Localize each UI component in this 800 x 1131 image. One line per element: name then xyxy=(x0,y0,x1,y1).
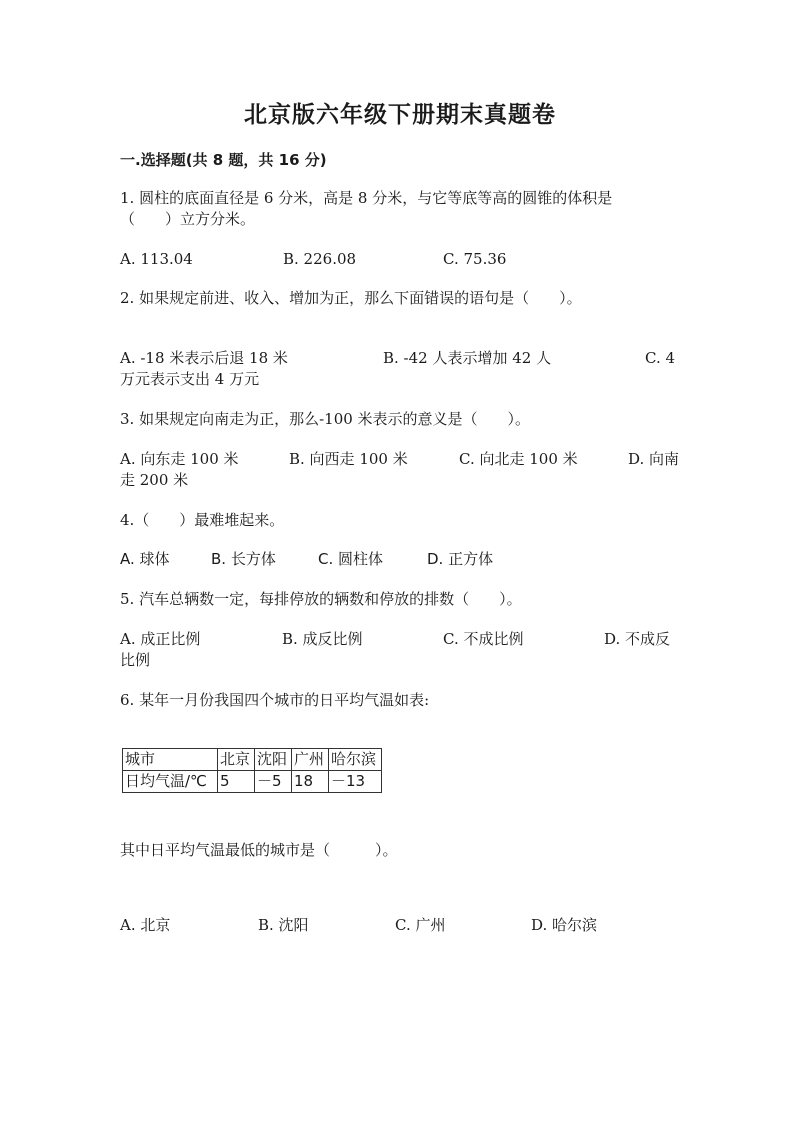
question-5-option-c: C. 不成比例 xyxy=(443,630,524,648)
question-3-option-a: A. 向东走 100 米 xyxy=(120,450,239,468)
question-2-option-c-continued: 万元表示支出 4 万元 xyxy=(120,370,260,388)
table-cell-city-label: 城市 xyxy=(123,749,218,771)
question-5-option-d-continued: 比例 xyxy=(120,651,151,669)
table-row-temperature xyxy=(123,771,382,793)
table-cell-beijing: 北京 xyxy=(218,749,255,771)
table-cell-temp-guangzhou: 18 xyxy=(292,771,329,793)
table-row-header xyxy=(123,749,382,771)
table-cell-shenyang: 沈阳 xyxy=(255,749,292,771)
question-2-option-c: C. 4 xyxy=(645,349,676,367)
table-cell-harbin: 哈尔滨 xyxy=(329,749,382,771)
question-3-option-d: D. 向南 xyxy=(628,450,680,468)
question-3-option-c: C. 向北走 100 米 xyxy=(459,450,578,468)
table-cell-temp-shenyang: －5 xyxy=(255,771,292,793)
question-6-option-a: A. 北京 xyxy=(120,916,171,934)
question-2-option-b: B. -42 人表示增加 42 人 xyxy=(383,349,552,367)
question-6-option-b: B. 沈阳 xyxy=(258,916,309,934)
question-4-option-d: D. 正方体 xyxy=(427,550,494,568)
question-1-stem-continued: （ ）立方分米。 xyxy=(120,210,256,228)
question-6-option-c: C. 广州 xyxy=(395,916,446,934)
table-cell-temp-harbin: －13 xyxy=(329,771,382,793)
question-4-stem: 4.（ ）最难堆起来。 xyxy=(120,511,285,529)
question-1-option-c: C. 75.36 xyxy=(443,250,507,268)
question-5-option-d: D. 不成反 xyxy=(604,630,671,648)
question-1-stem: 1. 圆柱的底面直径是 6 分米，高是 8 分米，与它等底等高的圆锥的体积是 xyxy=(120,189,613,207)
question-1-option-b: B. 226.08 xyxy=(283,250,357,268)
table-cell-temp-label: 日均气温/℃ xyxy=(123,771,218,793)
question-6-stem: 6. 某年一月份我国四个城市的日平均气温如表: xyxy=(120,691,430,709)
question-2-option-a: A. -18 米表示后退 18 米 xyxy=(120,349,288,367)
question-4-option-b: B. 长方体 xyxy=(211,550,276,568)
question-6-option-d: D. 哈尔滨 xyxy=(531,916,598,934)
question-4-option-a: A. 球体 xyxy=(120,550,170,568)
question-5-option-b: B. 成反比例 xyxy=(282,630,363,648)
question-4-option-c: C. 圆柱体 xyxy=(318,550,384,568)
question-3-option-b: B. 向西走 100 米 xyxy=(289,450,408,468)
section-heading: 一.选择题(共 8 题，共 16 分) xyxy=(120,151,327,169)
question-2-stem: 2. 如果规定前进、收入、增加为正，那么下面错误的语句是（ ）。 xyxy=(120,289,582,307)
temperature-table xyxy=(122,748,382,793)
page-title: 北京版六年级下册期末真题卷 xyxy=(244,102,556,128)
question-5-option-a: A. 成正比例 xyxy=(120,630,201,648)
question-5-stem: 5. 汽车总辆数一定，每排停放的辆数和停放的排数（ ）。 xyxy=(120,590,522,608)
question-6-prompt: 其中日平均气温最低的城市是（ ）。 xyxy=(120,841,398,859)
question-3-option-d-continued: 走 200 米 xyxy=(120,471,189,489)
table-cell-temp-beijing: 5 xyxy=(218,771,255,793)
question-3-stem: 3. 如果规定向南走为正，那么-100 米表示的意义是（ ）。 xyxy=(120,410,531,428)
question-1-option-a: A. 113.04 xyxy=(120,250,193,268)
table-cell-guangzhou: 广州 xyxy=(292,749,329,771)
